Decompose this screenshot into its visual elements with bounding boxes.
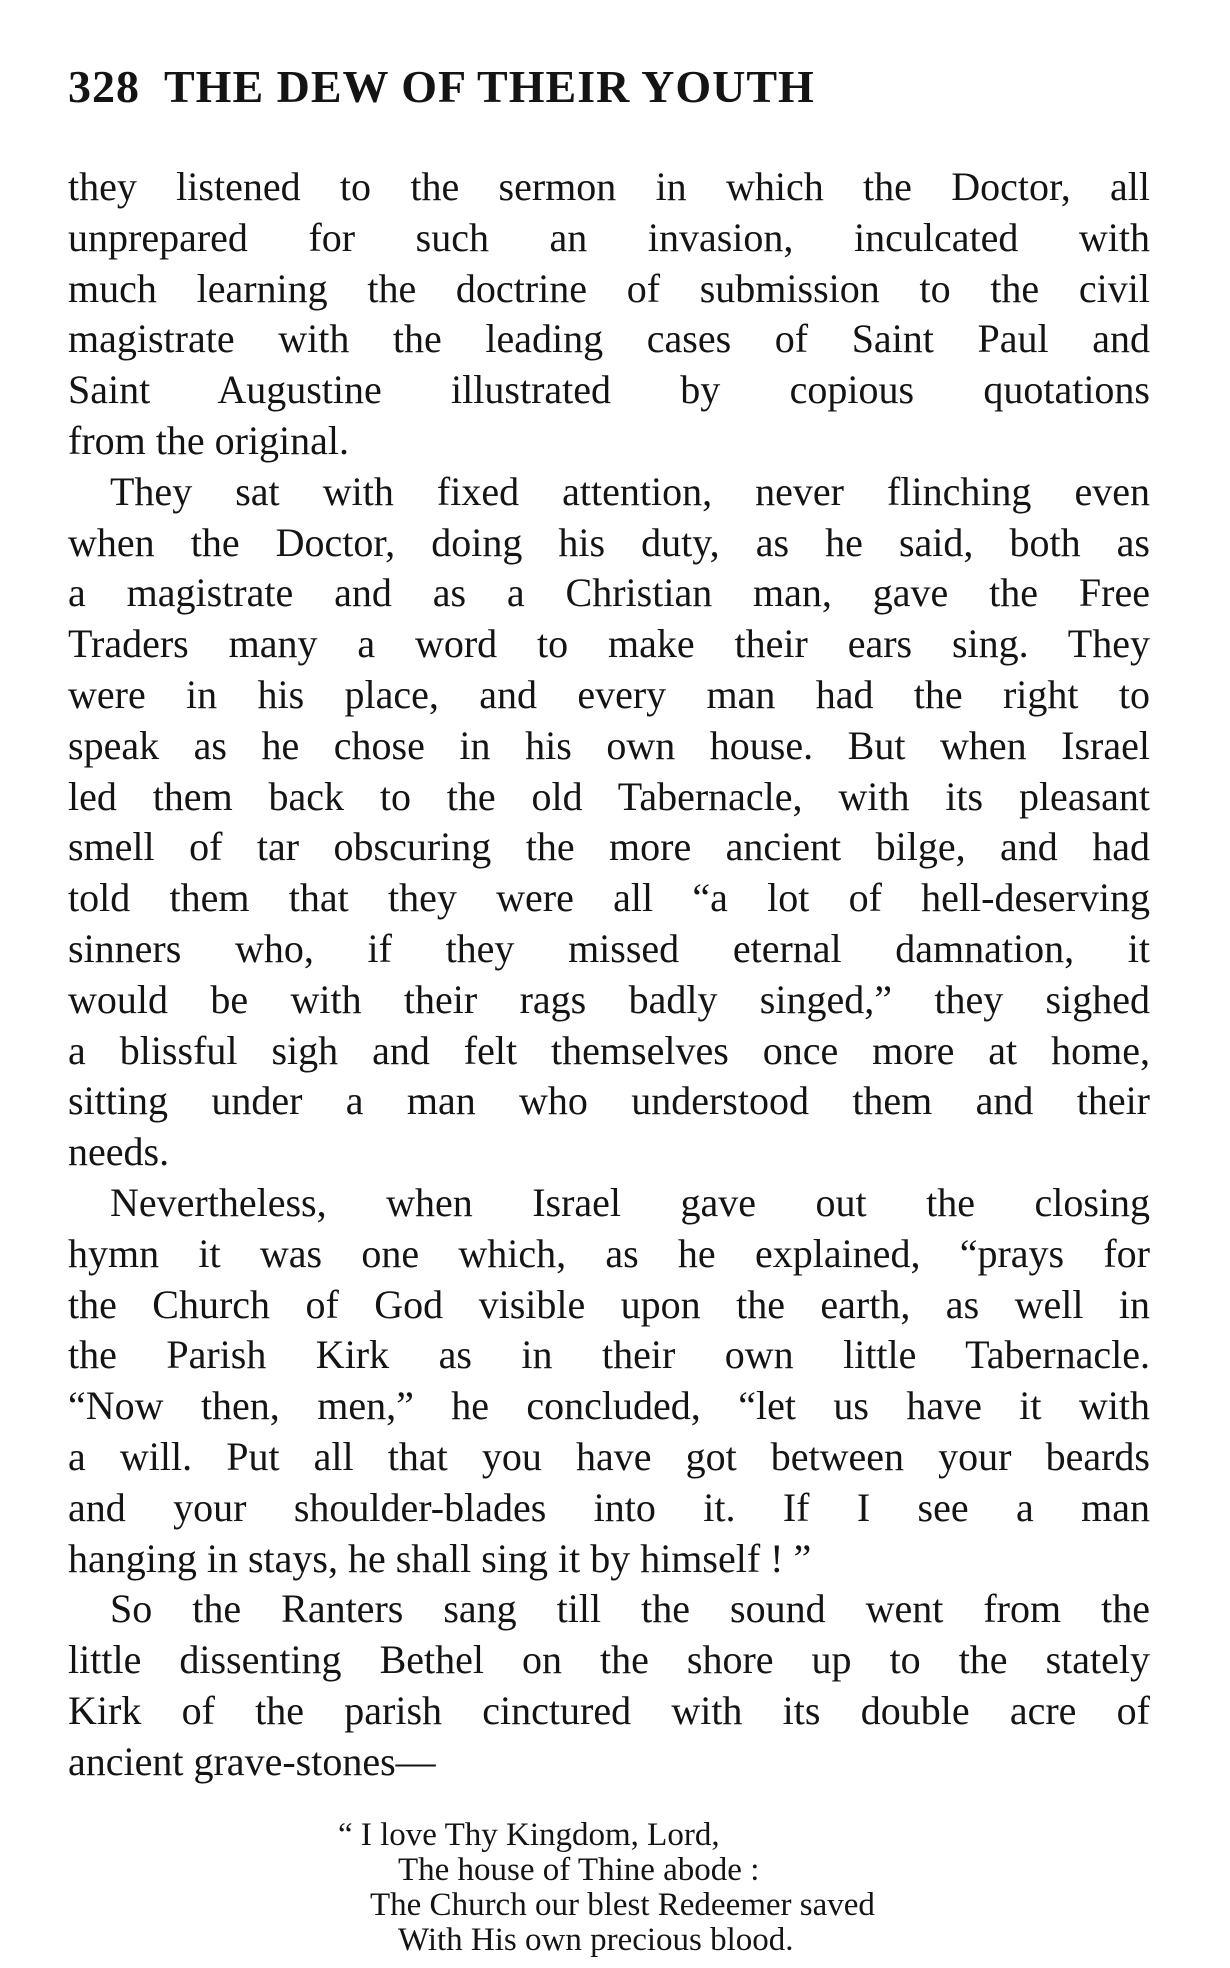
text-line: when the Doctor, doing his duty, as he said, both as [68,519,1150,565]
hymn-line: The Church our blest Redeemer saved [370,1887,875,1923]
text-line: told them that they were all “a lot of hell-deserving [68,875,1150,921]
text-line: magistrate with the leading cases of Saint Paul and [68,316,1150,362]
text-line: sitting under a man who understood them and their [68,1078,1150,1124]
hymn-line: With His own precious blood. [398,1922,794,1958]
page-number: 328 [68,61,140,112]
text-line: speak as he chose in his own house. But when Israel [68,722,1150,768]
paragraph-1 [68,162,1150,467]
text-line: They sat with fixed attention, never flinching even [110,468,1150,514]
text-line: Traders many a word to make their ears sing. They [68,621,1150,667]
text-line: “Now then, men,” he concluded, “let us have it with [68,1383,1150,1429]
text-line: the Church of God visible upon the earth, as well in [68,1281,1150,1327]
running-head [68,60,1150,120]
text-line: from the original. [68,417,350,463]
text-line: a blissful sigh and felt themselves once more at home, [68,1027,1150,1073]
text-line: they listened to the sermon in which the Doctor, all [68,164,1150,209]
text-line: much learning the doctrine of submission to the civil [68,265,1150,311]
text-line: a will. Put all that you have got between your beards [68,1433,1150,1479]
text-line: Saint Augustine illustrated by copious quotations [68,367,1150,413]
hymn-quotation [338,1818,1058,1958]
text-line: Nevertheless, when Israel gave out the closing [110,1179,1150,1225]
body-text [68,162,1150,1788]
hymn-line: “ I love Thy Kingdom, Lord, [338,1817,720,1853]
text-line: hanging in stays, he shall sing it by himself ! ” [68,1535,812,1581]
text-line: a magistrate and as a Christian man, gave the Free [68,570,1150,616]
paragraph-3 [68,1178,1150,1584]
text-line: sinners who, if they missed eternal damnation, it [68,925,1150,971]
running-title: THE DEW OF THEIR YOUTH [164,61,815,112]
text-line: the Parish Kirk as in their own little Tabernacle. [68,1332,1150,1378]
text-line: smell of tar obscuring the more ancient bilge, and had [68,824,1150,870]
text-line: would be with their rags badly singed,” they sighed [68,976,1150,1022]
text-line: unprepared for such an invasion, inculcated with [68,214,1150,260]
text-line: needs. [68,1129,170,1175]
paragraph-4 [68,1584,1150,1787]
text-line: were in his place, and every man had the right to [68,671,1150,717]
text-line: hymn it was one which, as he explained, “prays for [68,1230,1150,1276]
paragraph-2 [68,467,1150,1178]
text-line: little dissenting Bethel on the shore up to the stately [68,1637,1150,1683]
book-page [68,0,1150,1968]
text-line: Kirk of the parish cinctured with its double acre of [68,1687,1150,1733]
text-line: led them back to the old Tabernacle, with its pleasant [68,773,1150,819]
text-line: and your shoulder-blades into it. If I see a man [68,1484,1150,1530]
text-line: ancient grave-stones— [68,1738,436,1784]
hymn-line: The house of Thine abode : [398,1852,760,1888]
text-line: So the Ranters sang till the sound went from the [110,1586,1150,1632]
